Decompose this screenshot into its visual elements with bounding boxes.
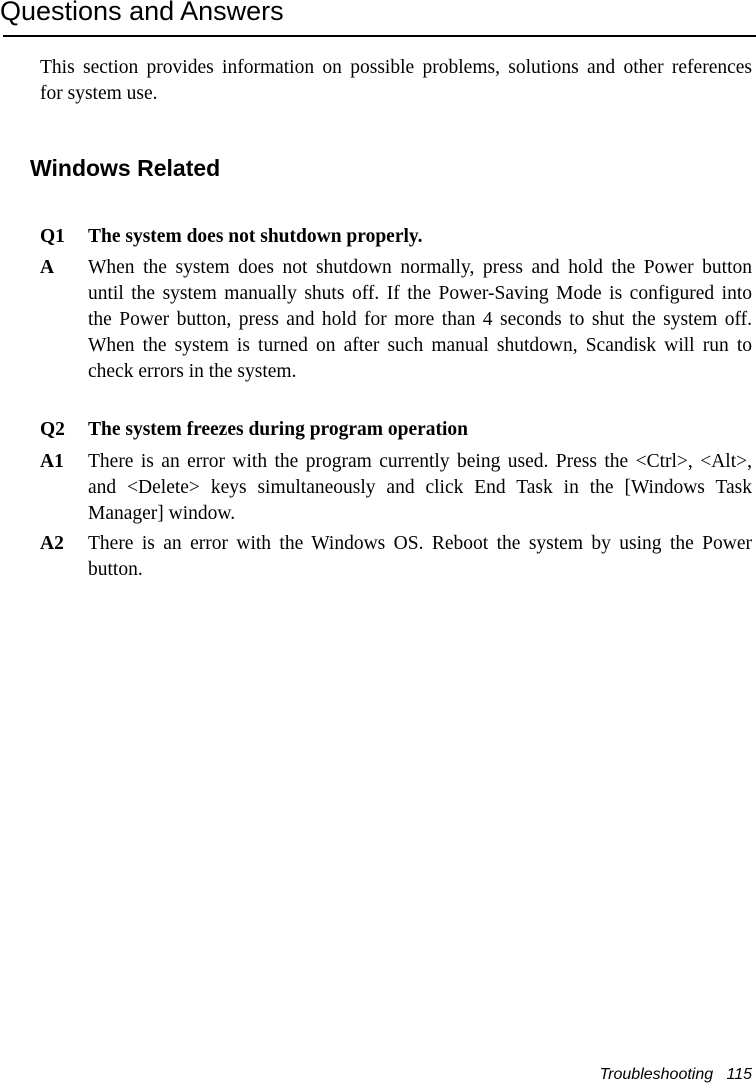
- answer-line: There is an error with the Windows OS. Reboot the system by using the Power: [88, 533, 752, 554]
- item-label: Q2: [40, 419, 65, 440]
- question-text: The system does not shutdown properly.: [88, 226, 423, 247]
- page-footer: [600, 1066, 752, 1084]
- answer-line: until the system manually shuts off. If the Power-Saving Mode is configured into: [88, 283, 752, 304]
- answer-line: the Power button, press and hold for more than 4 seconds to shut the system off.: [88, 309, 752, 330]
- answer-line: There is an error with the program currently being used. Press the <Ctrl>, <Alt>,: [88, 451, 752, 472]
- answer-line: and <Delete> keys simultaneously and click End Task in the [Windows Task: [88, 477, 752, 498]
- item-label: Q1: [40, 226, 65, 247]
- item-label: A2: [40, 533, 64, 554]
- question-text: The system freezes during program operation: [88, 419, 469, 440]
- page-title: Questions and Answers: [0, 0, 284, 26]
- footer-section: Troubleshooting: [599, 1066, 714, 1083]
- intro-line: This section provides information on possible problems, solutions and other references: [40, 57, 752, 78]
- intro-paragraph: [40, 55, 752, 107]
- answer-line: button.: [88, 559, 143, 580]
- page-number: 115: [726, 1066, 752, 1083]
- answer-line: When the system does not shutdown normally, press and hold the Power button: [88, 257, 752, 278]
- intro-line: for system use.: [40, 83, 158, 104]
- item-label: A1: [40, 451, 64, 472]
- answer-line: Manager] window.: [88, 503, 236, 524]
- answer-line: check errors in the system.: [88, 361, 297, 382]
- answer-line: When the system is turned on after such manual shutdown, Scandisk will run to: [88, 335, 752, 356]
- item-label: A: [40, 257, 55, 278]
- title-rule: [3, 35, 756, 37]
- section-heading: Windows Related: [30, 155, 221, 181]
